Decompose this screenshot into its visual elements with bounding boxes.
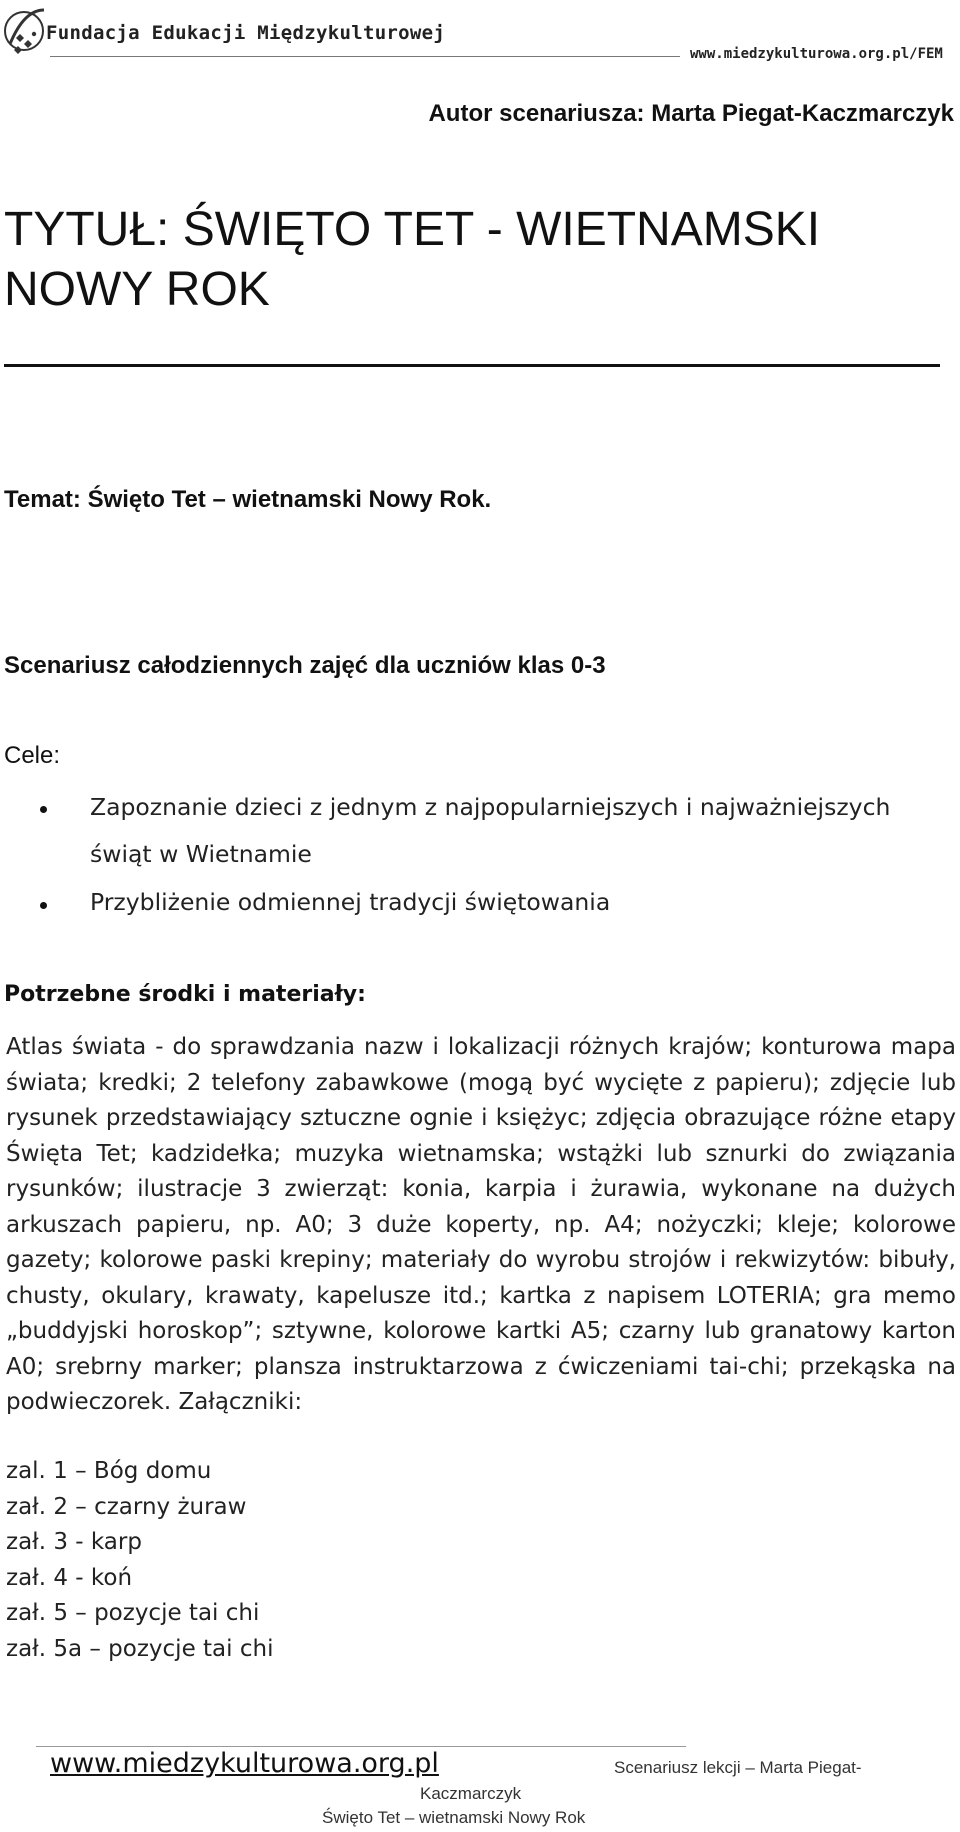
header-divider (50, 56, 680, 57)
scenario-author: Autor scenariusza: Marta Piegat-Kaczmarczyk (428, 100, 954, 127)
scenario-description: Scenariusz całodziennych zajęć dla uczniów klas 0-3 (4, 652, 606, 679)
bullet-icon (40, 806, 47, 813)
goal-item-1-line-2: świąt w Wietnamie (90, 840, 312, 868)
attachment-item: zał. 5 – pozycje tai chi (6, 1600, 260, 1626)
attachment-item: zał. 5a – pozycje tai chi (6, 1636, 274, 1662)
title-line-1: TYTUŁ: ŚWIĘTO TET - WIETNAMSKI (4, 203, 821, 256)
materials-list: Atlas świata - do sprawdzania nazw i lokalizacji różnych krajów; konturowa mapa świata; kredki; 2 telefony zabawkowe (mogą być wycięte z papieru); zdjęcie lub rysunek przedstawiający sztuczne ognie i księżyc; zdjęcia obrazujące różne etapy Święta Tet; kadzidełka; muzyka wietnamska; wstążki lub sznurki do związania rysunków; ilustracje 3 zwierząt: konia, karpia i żurawia, wykonane na dużych arkuszach papieru, np. A0; 3 duże koperty, np. A4; nożyczki; kleje; kolorowe gazety; kolorowe paski krepiny; materiały do wyrobu strojów i rekwizytów: bibuły, chusty, okulary, krawaty, kapelusze itd.; kartka z napisem LOTERIA; gra memo „buddyjski horoskop”; sztywne, kolorowe kartki A5; czarny lub granatowy karton A0; srebrny marker; plansza instruktarzowa z ćwiczeniami tai-chi; przekąska na podwieczorek. Załączniki: (6, 1034, 956, 1415)
footer-credit-line-3: Święto Tet – wietnamski Nowy Rok (322, 1808, 586, 1827)
title-line-2: NOWY ROK (4, 263, 270, 316)
attachment-item: zal. 1 – Bóg domu (6, 1458, 212, 1484)
footer-credit-line-2: Kaczmarczyk (420, 1784, 522, 1803)
attachment-item: zał. 3 - karp (6, 1529, 142, 1555)
footer-credit-line-1: Scenariusz lekcji – Marta Piegat- (614, 1758, 862, 1777)
lesson-topic: Temat: Święto Tet – wietnamski Nowy Rok. (4, 486, 492, 513)
header-url[interactable]: www.miedzykulturowa.org.pl/FEM (690, 46, 943, 62)
page-title (4, 200, 904, 320)
goal-item-1-line-1: Zapoznanie dzieci z jednym z najpopularniejszych i najważniejszych (90, 793, 891, 821)
goals-heading: Cele: (4, 742, 61, 769)
attachment-item: zał. 4 - koń (6, 1565, 133, 1591)
organization-name: Fundacja Edukacji Międzykulturowej (46, 22, 446, 44)
title-underline (4, 364, 940, 367)
footer-divider (36, 1746, 686, 1747)
goal-item-2: Przybliżenie odmiennej tradycji świętowania (90, 888, 611, 916)
footer-url-link[interactable]: www.miedzykulturowa.org.pl (50, 1748, 439, 1779)
bullet-icon (40, 902, 47, 909)
materials-heading: Potrzebne środki i materiały: (4, 982, 366, 1007)
attachment-item: zał. 2 – czarny żuraw (6, 1494, 247, 1520)
